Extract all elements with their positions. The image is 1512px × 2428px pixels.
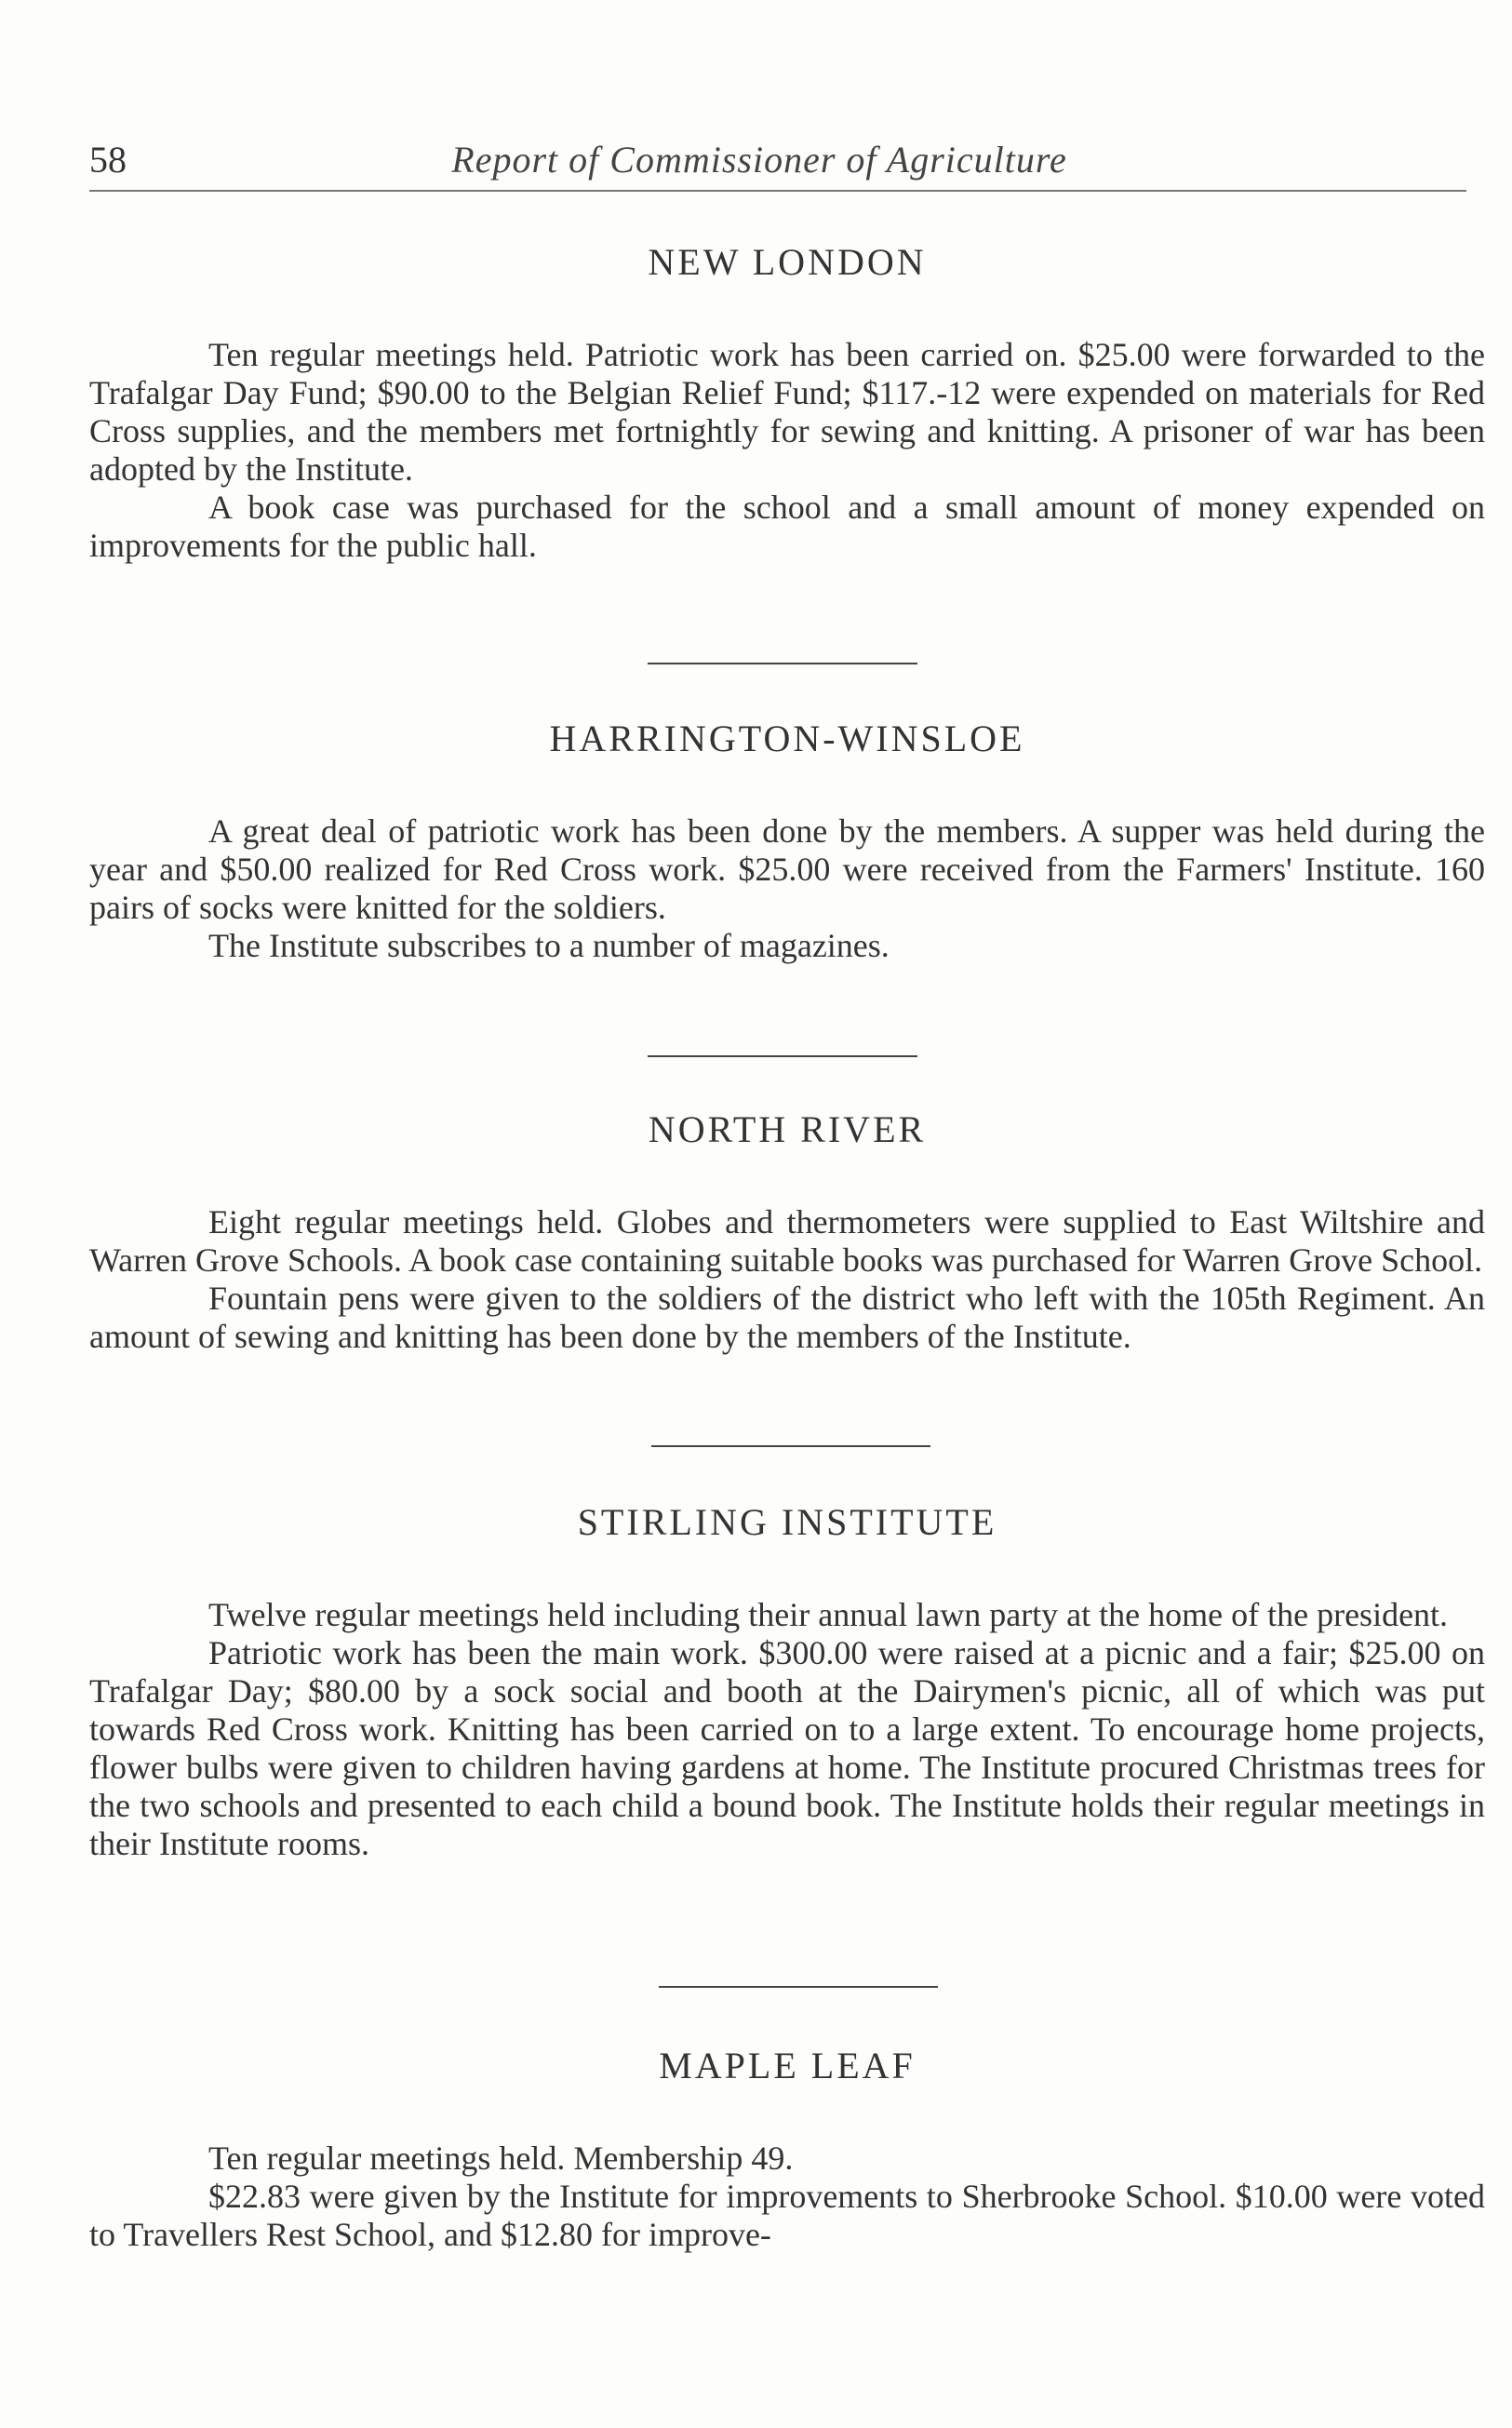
section-heading: MAPLE LEAF <box>659 2045 916 2086</box>
section-north-river <box>89 1107 1485 1356</box>
section-divider <box>651 1445 930 1447</box>
paragraph: The Institute subscribes to a number of magazines. <box>208 927 890 964</box>
running-title: Report of Commissioner of Agriculture <box>451 139 1067 181</box>
section-maple-leaf <box>89 2044 1485 2254</box>
section-heading: NORTH RIVER <box>648 1108 927 1150</box>
paragraph: Ten regular meetings held. Membership 49. <box>208 2140 794 2177</box>
section-divider <box>648 1055 917 1057</box>
section-divider <box>659 1986 938 1988</box>
paragraph: Ten regular meetings held. Patriotic work has been carried on. $25.00 were forwarded to the Trafalgar Day Fund; $90.00 to the Belgian Relief Fund; $117.-12 were expended on materials for Red Cross supplies, and the members met fortnightly for sewing and knitting. A prisoner of war has been adopted by the Institute. <box>89 336 1485 488</box>
section-heading: STIRLING INSTITUTE <box>577 1501 997 1543</box>
paragraph: $22.83 were given by the Institute for improvements to Sherbrooke School. $10.00 were voted to Travellers Rest School, and $12.80 for improve- <box>89 2178 1485 2253</box>
paragraph: Fountain pens were given to the soldiers of the district who left with the 105th Regiment. An amount of sewing and knitting has been done by the members of the Institute. <box>89 1280 1485 1355</box>
paragraph: Eight regular meetings held. Globes and thermometers were supplied to East Wiltshire and Warren Grove Schools. A book case containing suitable books was purchased for Warren Grove School. <box>89 1203 1485 1279</box>
section-heading: HARRINGTON-WINSLOE <box>549 718 1025 759</box>
paragraph: Patriotic work has been the main work. $300.00 were raised at a picnic and a fair; $25.00 on Trafalgar Day; $80.00 by a sock social and booth at the Dairymen's picnic, all of which was put towards Red Cross work. Knitting has been carried on to a large extent. To encourage home projects, flower bulbs were given to children having gardens at home. The Institute procured Christmas trees for the two schools and presented to each child a bound book. The Institute holds their regular meetings in their Institute rooms. <box>89 1634 1485 1862</box>
header-rule <box>89 190 1466 192</box>
paragraph: A book case was purchased for the school and a small amount of money expended on improvements for the public hall. <box>89 489 1485 564</box>
paragraph: A great deal of patriotic work has been done by the members. A supper was held during the year and $50.00 realized for Red Cross work. $25.00 were received from the Farmers' Institute. 160 pairs of socks were knitted for the soldiers. <box>89 812 1485 926</box>
section-heading: NEW LONDON <box>648 241 927 283</box>
section-harrington-winsloe <box>89 717 1485 965</box>
section-new-london <box>89 240 1485 565</box>
paragraph: Twelve regular meetings held including their annual lawn party at the home of the president. <box>208 1596 1449 1633</box>
section-divider <box>648 663 917 664</box>
page-number: 58 <box>89 139 127 181</box>
section-stirling-institute <box>89 1500 1485 1863</box>
running-header <box>89 138 1466 194</box>
